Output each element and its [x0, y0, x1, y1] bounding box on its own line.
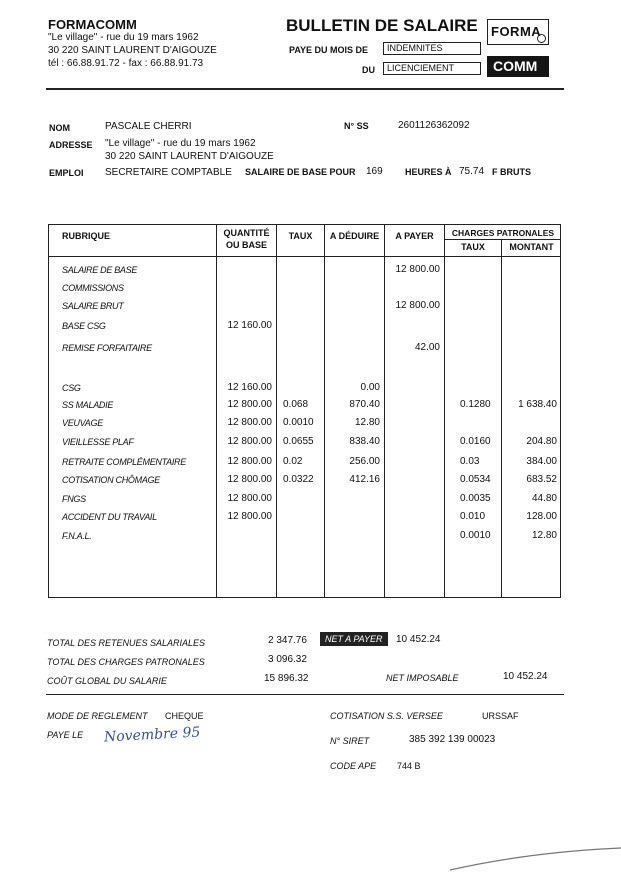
cell-charges-montant: 204.80 — [526, 436, 557, 447]
cell-deduire: 412.16 — [349, 474, 380, 485]
cell-rubrique: SS MALADIE — [62, 400, 114, 410]
cell-taux: 0.0655 — [283, 436, 314, 447]
cell-charges-montant: 683.52 — [526, 474, 557, 485]
header-charges-taux: TAUX — [461, 242, 485, 252]
cell-payer: 42.00 — [414, 342, 440, 353]
pay-month-value: INDEMNITES — [383, 42, 481, 55]
cell-taux: 0.02 — [283, 456, 303, 467]
formacomm-logo — [487, 19, 549, 77]
nom-value: PASCALE CHERRI — [105, 121, 192, 132]
cell-charges-taux: 0.0035 — [460, 493, 491, 504]
header-charges: CHARGES PATRONALES — [451, 228, 555, 238]
cell-deduire: 838.40 — [349, 436, 380, 447]
adresse-line1: "Le village" - rue du 19 mars 1962 — [105, 138, 256, 149]
cell-deduire: 870.40 — [349, 399, 380, 410]
scan-edge-curve — [440, 830, 621, 877]
cell-taux: 0.068 — [283, 399, 309, 410]
cell-quantite: 12 800.00 — [227, 456, 272, 467]
emploi-value: SECRETAIRE COMPTABLE — [105, 167, 232, 178]
taux-horaire-value: 75.74 — [459, 166, 485, 177]
cell-rubrique: SALAIRE BRUT — [62, 301, 124, 311]
cell-deduire: 12.80 — [354, 417, 380, 428]
nom-label: NOM — [49, 123, 70, 133]
pay-month-label: PAYE DU MOIS DE — [289, 45, 369, 55]
cell-rubrique: BASE CSG — [62, 321, 106, 331]
cout-global-label: COÛT GLOBAL DU SALARIE — [47, 676, 167, 686]
cell-charges-montant: 44.80 — [531, 493, 557, 504]
siret-value: 385 392 139 00023 — [409, 734, 496, 745]
company-name: FORMACOMM — [48, 17, 137, 32]
cout-global-value: 15 896.32 — [264, 673, 309, 684]
cell-rubrique: RETRAITE COMPLÉMENTAIRE — [62, 457, 186, 467]
pay-period-value: LICENCIEMENT — [383, 62, 481, 75]
cell-rubrique: FNGS — [62, 494, 86, 504]
cell-quantite: 12 800.00 — [227, 474, 272, 485]
bruts-label: F BRUTS — [492, 167, 531, 177]
code-ape-label: CODE APE — [330, 761, 377, 771]
salaire-base-label: SALAIRE DE BASE POUR — [245, 167, 356, 177]
company-address-line1: "Le village" - rue du 19 mars 1962 — [48, 32, 199, 43]
document-title: BULLETIN DE SALAIRE — [286, 16, 478, 35]
cell-deduire: 256.00 — [349, 456, 380, 467]
cell-rubrique: COMMISSIONS — [62, 283, 124, 293]
cell-rubrique: F.N.A.L. — [62, 531, 92, 541]
header-quantite: QUANTITÉ — [223, 228, 270, 238]
cell-rubrique: VIEILLESSE PLAF — [62, 437, 134, 447]
cell-charges-taux: 0.1280 — [460, 399, 491, 410]
cotisation-value: URSSAF — [482, 711, 519, 721]
mode-reglement-value: CHEQUE — [165, 711, 204, 721]
net-a-payer-label: NET A PAYER — [320, 632, 388, 646]
header-rubrique: RUBRIQUE — [62, 231, 111, 241]
header-a-payer: A PAYER — [395, 231, 434, 241]
emploi-label: EMPLOI — [49, 168, 84, 178]
cell-quantite: 12 800.00 — [227, 417, 272, 428]
logo-bottom-text: COMM — [493, 58, 538, 74]
heures-value: 169 — [366, 166, 383, 177]
pay-period-label: DU — [362, 65, 375, 75]
ss-value: 2601126362092 — [398, 120, 470, 131]
header-quantite-base: OU BASE — [225, 240, 267, 250]
ss-label: N° SS — [344, 121, 369, 131]
cell-charges-montant: 12.80 — [531, 530, 557, 541]
salary-table — [48, 224, 561, 598]
cell-charges-montant: 1 638.40 — [518, 399, 557, 410]
total-retenues-label: TOTAL DES RETENUES SALARIALES — [47, 638, 206, 648]
total-charges-label: TOTAL DES CHARGES PATRONALES — [47, 657, 205, 667]
cell-payer: 12 800.00 — [395, 300, 440, 311]
siret-label: N° SIRET — [330, 736, 370, 746]
net-imposable-value: 10 452.24 — [503, 671, 548, 682]
cell-payer: 12 800.00 — [395, 264, 440, 275]
cell-rubrique: CSG — [62, 383, 81, 393]
cell-quantite: 12 160.00 — [227, 382, 272, 393]
company-phone: tél : 66.88.91.72 - fax : 66.88.91.73 — [48, 58, 204, 69]
cell-rubrique: REMISE FORFAITAIRE — [62, 343, 152, 353]
header-charges-montant: MONTANT — [509, 242, 554, 252]
cell-rubrique: COTISATION CHÔMAGE — [62, 475, 160, 485]
header-taux: TAUX — [288, 231, 313, 241]
mode-reglement-label: MODE DE REGLEMENT — [47, 711, 148, 721]
cell-charges-taux: 0.03 — [460, 456, 480, 467]
net-a-payer-value: 10 452.24 — [396, 634, 441, 645]
cell-charges-taux: 0.010 — [460, 511, 486, 522]
net-imposable-label: NET IMPOSABLE — [386, 673, 459, 683]
cotisation-label: COTISATION S.S. VERSEE — [330, 711, 443, 721]
adresse-label: ADRESSE — [49, 140, 93, 150]
cell-quantite: 12 800.00 — [227, 436, 272, 447]
cell-quantite: 12 800.00 — [227, 511, 272, 522]
cell-charges-taux: 0.0534 — [460, 474, 491, 485]
company-address-line2: 30 220 SAINT LAURENT D'AIGOUZE — [48, 45, 217, 56]
cell-charges-taux: 0.0160 — [460, 436, 491, 447]
logo-top-text: FORMA — [491, 24, 542, 39]
paye-le-handwritten: Novembre 95 — [103, 724, 201, 746]
cell-charges-taux: 0.0010 — [460, 530, 491, 541]
cell-rubrique: VEUVAGE — [62, 418, 103, 428]
total-charges-value: 3 096.32 — [268, 654, 307, 665]
cell-quantite: 12 160.00 — [227, 320, 272, 331]
cell-rubrique: ACCIDENT DU TRAVAIL — [62, 512, 157, 522]
cell-charges-montant: 384.00 — [526, 456, 557, 467]
header-a-deduire: A DÉDUIRE — [329, 231, 380, 241]
adresse-line2: 30 220 SAINT LAURENT D'AIGOUZE — [105, 151, 274, 162]
cell-charges-montant: 128.00 — [526, 511, 557, 522]
heures-label: HEURES À — [405, 167, 452, 177]
cell-taux: 0.0322 — [283, 474, 314, 485]
paye-le-label: PAYE LE — [47, 730, 84, 740]
cell-quantite: 12 800.00 — [227, 399, 272, 410]
cell-rubrique: SALAIRE DE BASE — [62, 265, 138, 275]
cell-deduire: 0.00 — [360, 382, 380, 393]
cell-quantite: 12 800.00 — [227, 493, 272, 504]
cell-taux: 0.0010 — [283, 417, 314, 428]
total-retenues-value: 2 347.76 — [268, 635, 307, 646]
code-ape-value: 744 B — [397, 761, 421, 771]
